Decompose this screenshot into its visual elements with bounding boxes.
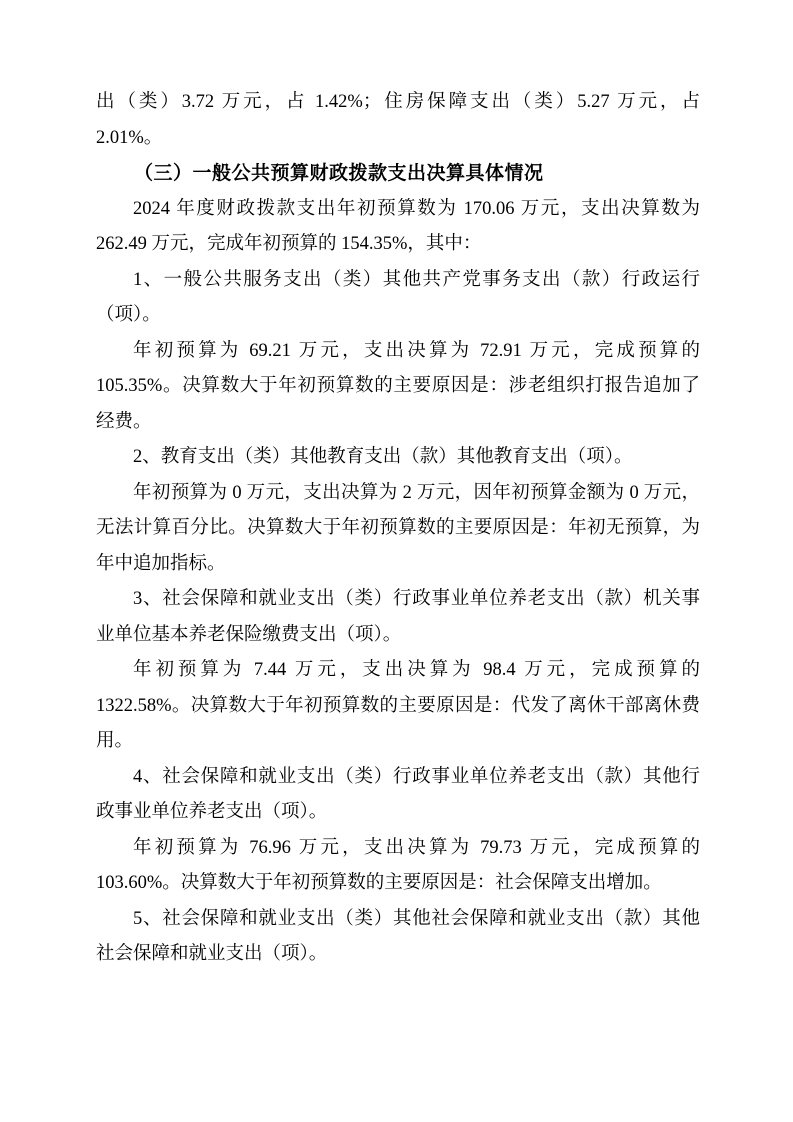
text-line: 2024 年度财政拨款支出年初预算数为 170.06 万元，支出决算数为 <box>133 198 700 219</box>
text-line: 5、社会保障和就业支出（类）其他社会保障和就业支出（款）其他 <box>133 908 700 929</box>
text-line: 1322.58%。决算数大于年初预算数的主要原因是：代发了离休干部离休费 <box>96 695 700 716</box>
text-line: 103.60%。决算数大于年初预算数的主要原因是：社会保障支出增加。 <box>96 873 662 893</box>
section-heading: （三）一般公共预算财政拨款支出决算具体情况 <box>134 163 544 184</box>
text-line: 年初预算为 69.21 万元，支出决算为 72.91 万元，完成预算的 <box>133 340 700 361</box>
text-line: 年中追加指标。 <box>96 553 226 574</box>
text-line: 社会保障和就业支出（项）。 <box>96 944 328 964</box>
text-line: 政事业单位养老支出（项）。 <box>96 802 328 822</box>
text-line: （项）。 <box>96 305 161 325</box>
text-line: 业单位基本养老保险缴费支出（项）。 <box>96 624 402 645</box>
text-line: 3、社会保障和就业支出（类）行政事业单位养老支出（款）机关事 <box>133 589 700 609</box>
text-line: 262.49 万元，完成年初预算的 154.35%，其中： <box>96 234 482 254</box>
text-line: 1、一般公共服务支出（类）其他共产党事务支出（款）行政运行 <box>133 269 700 290</box>
text-line: 2、教育支出（类）其他教育支出（款）其他教育支出（项）。 <box>133 447 633 467</box>
text-line: 经费。 <box>96 411 152 432</box>
text-line: 105.35%。决算数大于年初预算数的主要原因是：涉老组织打报告追加了 <box>96 376 700 396</box>
text-line: 4、社会保障和就业支出（类）行政事业单位养老支出（款）其他行 <box>133 766 700 787</box>
text-line: 年初预算为 7.44 万元，支出决算为 98.4 万元，完成预算的 <box>133 660 700 680</box>
text-line: 出（类）3.72 万元，占 1.42%；住房保障支出（类）5.27 万元，占 <box>96 92 700 112</box>
text-line: 年初预算为 76.96 万元，支出决算为 79.73 万元，完成预算的 <box>133 837 700 858</box>
text-line: 用。 <box>96 731 134 751</box>
text-line: 无法计算百分比。决算数大于年初预算数的主要原因是：年初无预算，为 <box>96 518 700 538</box>
text-line: 年初预算为 0 万元，支出决算为 2 万元，因年初预算金额为 0 万元， <box>133 482 700 503</box>
text-line: 2.01%。 <box>96 127 163 148</box>
document-content <box>96 85 700 973</box>
